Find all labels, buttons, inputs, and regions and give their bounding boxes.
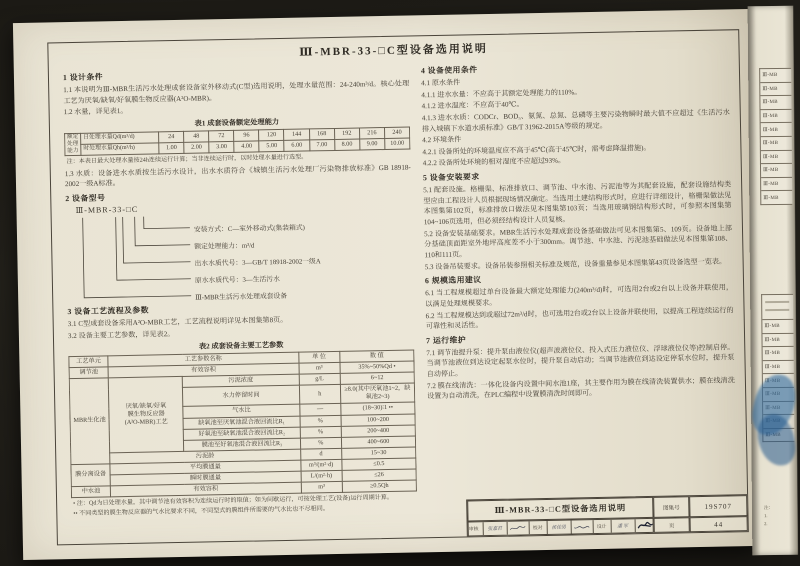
paragraph: 4.1 原水条件 — [421, 78, 461, 88]
table-cell: 污泥龄 — [110, 449, 301, 464]
designer-name: 潘 军 — [611, 519, 635, 532]
table-cell: m³ — [299, 363, 340, 375]
signature-icon — [571, 520, 593, 533]
table-cell: 15~30 — [341, 447, 415, 459]
drawing-frame — [47, 29, 749, 545]
table-header: 单 位 — [298, 352, 339, 364]
paragraph: 4.2 环境条件 — [422, 135, 462, 145]
paragraph: 4.1.3 进水水质：CODCr、BOD₅、氨氮、总氮、总磷等主要污染物瞬时最大值不应超过《生活污水排入城镇下水道水质标准》GB/T 31962-2015A等级的规定。 — [421, 108, 730, 133]
table-cell: m³/(m²·d) — [300, 459, 341, 471]
table-cell: m³ — [301, 481, 342, 493]
paragraph: 4.1.1 进水水量：不应高于其额定处理能力的110%。 — [421, 87, 582, 99]
title-block — [466, 494, 749, 537]
list-item: Ⅲ-MB — [761, 137, 792, 151]
table-2-footnote: • 注：Qd为日处理水量，其中调节池有效容积为连续运行时的取值；如为间歇运行，可按处理工艺(设备)运行周期计算。 — [73, 494, 394, 507]
callout-lines — [75, 199, 417, 303]
table-cell: ≤0.5 — [342, 458, 416, 470]
table-cell: (18~30)∶1 •• — [341, 402, 415, 414]
list-item: Ⅲ-MB — [763, 195, 779, 201]
list-item: Ⅲ-MB — [761, 178, 792, 192]
atlas-number: 19S707 — [689, 495, 747, 517]
table-header — [762, 295, 793, 320]
left-column — [63, 63, 418, 542]
table-2-footnote: •• 不同类型的膜生物反应器的气水比要求不同，不同型式的膜组件所需要的气水比也不尽相同。 — [73, 506, 330, 518]
table-cell: 日处理水量Qd(m³/d) — [81, 132, 159, 145]
table-cell: 气水比 — [183, 405, 300, 418]
list-item: Ⅲ-MB — [761, 164, 792, 178]
table-cell: 膜分离设备 — [71, 464, 111, 487]
table-cell: L/(m²·h) — [301, 470, 342, 482]
table-cell: 5.00 — [259, 140, 284, 152]
list-item: Ⅲ-MB — [761, 123, 792, 137]
table-cell: 10.00 — [385, 138, 410, 150]
paragraph: 7.2 膜在线清洗：一体化设备内设置中间水池1座，其主要作用为膜在线清洗装置供水；膜在线清洗设置为自动清洗，在PLC编程中设置膜清洗时间即可。 — [426, 376, 735, 401]
list-item: Ⅲ-MB — [762, 333, 793, 347]
table-cell: h — [299, 385, 341, 405]
section-2-heading: 2 设备型号 — [65, 193, 106, 203]
table-cell: 96 — [234, 130, 259, 142]
table-cell: 污泥浓度 — [182, 374, 299, 387]
paragraph: 4.2.1 设备所处的环境温度应不高于45℃(高于45℃时，需考虑降温措施)。 — [422, 143, 651, 157]
table-cell: 120 — [259, 129, 284, 141]
section-6-heading: 6 规模选用建议 — [424, 275, 482, 286]
section-4-heading: 4 设备使用条件 — [420, 65, 478, 76]
model-code: Ⅲ-MBR-33-□C — [75, 204, 139, 215]
page-title: Ⅲ-MBR-33-□C型设备选用说明 — [299, 43, 488, 59]
table-cell: 好氧池至缺氧池混合液回流比R₂ — [184, 427, 301, 440]
table-cell: 240 — [384, 127, 409, 139]
table-cell: 调节池 — [69, 367, 108, 379]
document-page — [13, 9, 759, 560]
table-cell: d — [300, 448, 341, 460]
table-header: 数 值 — [340, 350, 414, 362]
paragraph-1-2: 1.2 水量，详见表1。 — [63, 107, 128, 117]
table-cell: 缺氧池至厌氧池混合液回流比R₁ — [183, 416, 300, 429]
paragraph-1-1: 1.1 本说明为Ⅲ-MBR生活污水处理成套设备室外移动式(C型)选用说明，处理水量范围：24-240m³/d。核心处理工艺为厌氧/缺氧/好氧膜生物反应器(A²O-MBR)。 — [63, 79, 410, 105]
table-cell: 中水池 — [71, 486, 110, 498]
list-item: Ⅲ-MB — [762, 320, 793, 334]
paragraph: 5.2 设备安装基础要求。MBR生活污水处理成套设备基础做法可见本图集第5、109页。设备地上部分基础顶面距室外地坪高度差不小于300mm。调节池、中水池、污泥池基础做法见本图集第108、110和111页。 — [423, 224, 733, 260]
table-cell: 水力停留时间 — [183, 386, 300, 407]
table-cell: 1.00 — [159, 142, 184, 154]
list-item: Ⅲ-MB — [763, 347, 794, 361]
model-callout: 安装方式：C—室外移动式(集装箱式) — [193, 224, 305, 234]
paragraph: 4.2.2 设备所处环境的相对湿度不应超过93%。 — [422, 157, 566, 168]
table-cell: 100~200 — [341, 413, 415, 425]
paragraph-3-2: 3.2 设备主要工艺参数，详见表2。 — [67, 329, 175, 340]
atlas-number-label: 图集号 — [653, 496, 689, 518]
model-callout: Ⅲ-MBR生活污水处理成套设备 — [195, 292, 288, 302]
paragraph: 4.1.2 进水温度：不应高于40℃。 — [421, 100, 524, 111]
table-cell: ≥8.0(其中厌氧池1~2，缺氧池2~3) — [340, 383, 415, 404]
book-fore-edge — [748, 6, 799, 555]
table-cell: MBR生化池 — [69, 378, 110, 464]
table-cell: 35%~50%Qd • — [340, 361, 414, 373]
table-cell: % — [300, 415, 341, 427]
table-cell: 6~12 — [340, 372, 414, 384]
checker-name: 侯佳男 — [547, 520, 571, 533]
section-5-heading: 5 设备安装要求 — [422, 172, 480, 183]
table-cell: 48 — [184, 131, 209, 143]
table-cell: 8.00 — [334, 139, 359, 151]
table-cell: 200~400 — [341, 425, 415, 437]
model-callout: 原水水质代号：3—生活污水 — [194, 275, 280, 285]
paragraph: 5.3 设备吊装要求。设备吊装参照相关标准及规范，设备重量参见本图集第43页设备选型一览表。 — [424, 257, 727, 271]
list-item: Ⅲ-MB — [760, 82, 791, 96]
right-column — [421, 56, 737, 494]
list-item: Ⅲ-MB — [760, 69, 791, 83]
table-1-caption: 表1 成套设备额定处理能力 — [194, 117, 280, 128]
table1-rowhead: 额定处理能力 — [65, 133, 81, 155]
table-cell: 168 — [309, 128, 334, 140]
table-cell: 72 — [209, 130, 234, 142]
paragraph: 7.1 调节池提升泵：提升泵由液位仪(超声波液位仪、投入式压力液位仪、浮球液位仪等)控制启停。当调节池液位到达设定起泵水位时，提升泵自动启动；当调节池液位到达设定停泵水位时，提升泵自动停止。 — [426, 343, 735, 379]
page-number-label: 页 — [654, 517, 690, 533]
table-cell: 9.00 — [359, 138, 384, 150]
list-item: Ⅲ-MB — [763, 361, 794, 375]
reviewer-name: 张嘉君 — [483, 522, 507, 535]
signature-strip — [468, 518, 654, 537]
paragraph-3-1: 3.1 C型成套设备采用A²O-MBR工艺，工艺流程说明详见本图集第8页。 — [67, 315, 288, 328]
section-3-heading: 3 设备工艺流程及参数 — [67, 305, 150, 316]
paragraph-1-3: 1.3 水质：设备进水水质按生活污水设计，出水水质符合《城镇生活污水处理厂污染物排放标准》GB 18918-2002一级A标准。 — [64, 163, 411, 189]
table-cell: 400~600 — [341, 436, 415, 448]
table-cell: 有效容积 — [110, 482, 301, 497]
list-item: Ⅲ-MB — [761, 150, 792, 164]
page-number: 44 — [690, 516, 748, 532]
table-cell: % — [300, 426, 341, 438]
list-item: Ⅲ-MB — [761, 110, 792, 124]
paragraph: 6.1 当工程规模超过单台设备最大额定处理能力(240m³/d)时，可选用2台或2台以上设备并联使用，以满足处理规模要求。 — [425, 283, 734, 309]
table-header: 工艺参数名称 — [108, 352, 299, 367]
list-item: Ⅲ-MB — [760, 96, 791, 110]
table-cell: 144 — [284, 129, 309, 141]
table-cell: 平均膜通量 — [110, 460, 301, 475]
table-cell: 时处理水量Qh(m³/h) — [81, 143, 159, 156]
checker-label: 校对 — [529, 521, 547, 534]
paragraph: 6.2 当工程规模达到或超过72m³/d时，也可选用2台或2台以上设备并联使用，以提高工程连续运行的可靠性和灵活性。 — [425, 305, 734, 331]
table-cell: 2.00 — [184, 142, 209, 154]
table-cell: 6.00 — [284, 140, 309, 152]
table-2-caption: 表2 成套设备主要工艺参数 — [198, 341, 284, 351]
table-cell: % — [300, 437, 341, 449]
table-2 — [68, 350, 417, 498]
table-cell: 192 — [334, 128, 359, 140]
next-page-table-fragment — [759, 68, 792, 205]
table-header: 工艺单元 — [69, 356, 108, 368]
paragraph: 5.1 配套设施。格栅渠、标准排放口、调节池、中水池、污泥池等为其配套设施，配套设施结构类型应由工程设计人员根据现场情况确定。当选用土建结构形式时，应进行详细设计，格栅渠做法见本图集第102页，标准排放口做法见本图集第103页；当选用玻璃钢结构形式时，可参照本图集第104~106页选用，但必须经结构设计人员复核。 — [423, 180, 732, 227]
section-7-heading: 7 运行维护 — [425, 335, 467, 346]
table-cell: g/L — [299, 374, 340, 386]
reviewer-label: 审核 — [468, 522, 484, 535]
table-cell: 4.00 — [234, 141, 259, 153]
table-1-note: 注：本表日最大处理水量按24h连续运行计算；当非连续运行时，以时处理水量进行选型。 — [66, 154, 308, 166]
titleblock-title: Ⅲ-MBR-33-□C型设备选用说明 — [467, 497, 653, 522]
table-cell: 24 — [159, 131, 184, 143]
model-callout: 额定处理能力：m³/d — [194, 242, 255, 251]
model-callout: 出水水质代号：3—GB/T 18918-2002一级A — [194, 258, 321, 268]
signature-icon — [635, 519, 654, 532]
table-cell: 216 — [359, 127, 384, 139]
table-cell: 7.00 — [309, 139, 334, 151]
section-1-heading: 1 设计条件 — [62, 72, 104, 83]
signature-icon — [507, 521, 529, 534]
designer-label: 设计 — [593, 520, 611, 533]
table-cell: 有效容积 — [108, 363, 299, 378]
table-cell: 膜池至好氧池混合液回流比R₃ — [184, 438, 301, 451]
table-cell: ≥0.5Qh — [342, 480, 416, 492]
table-cell: ≤26 — [342, 469, 416, 481]
table-cell: 厌氧/缺氧/好氧 膜生物反应器 (A²O-MBR)工艺 — [108, 377, 184, 453]
next-page-note: 注： 1. 2. — [763, 505, 774, 526]
table-cell: 3.00 — [209, 141, 234, 153]
table-cell: — — [299, 404, 340, 416]
model-number-diagram — [75, 199, 413, 302]
table-cell: 瞬时膜通量 — [110, 471, 301, 486]
